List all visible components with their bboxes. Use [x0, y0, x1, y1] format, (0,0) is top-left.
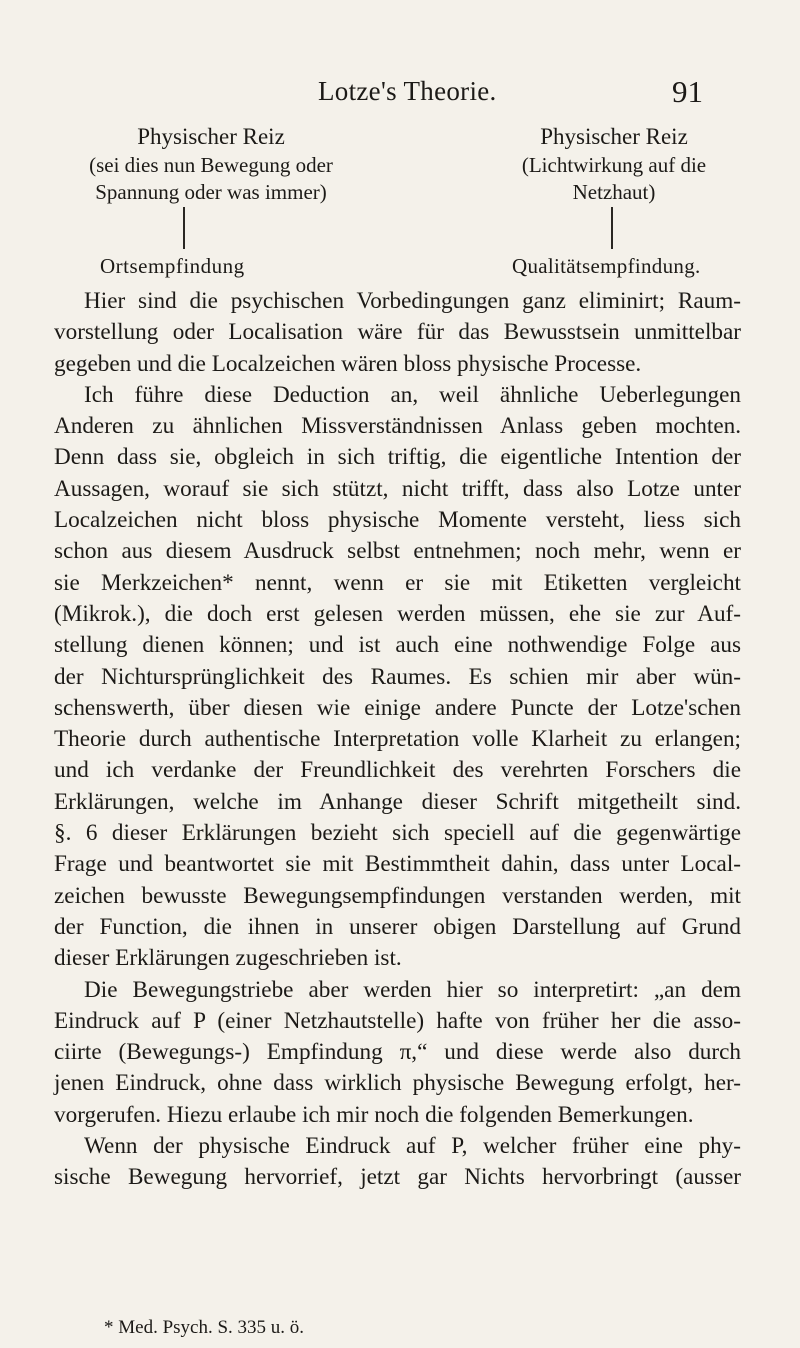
- running-title: Lotze's Theorie.: [318, 76, 497, 106]
- text-line: Anderen zu ähnlichen Missverständnissen Anlass geben mochten.: [54, 413, 741, 440]
- text-line: Wenn der physische Eindruck auf P, welcher früher eine phy-: [84, 1133, 741, 1160]
- text-line: Hier sind die psychischen Vorbedingungen ganz eliminirt; Raum-: [84, 288, 741, 314]
- left-result-label: Ortsempfindung: [100, 254, 245, 278]
- text-line: Erklärungen, welche im Anhange dieser Schrift mitgetheilt sind.: [54, 788, 741, 815]
- text-line: zeichen bewusste Bewegungsempfindungen verstanden werden, mit: [54, 882, 741, 909]
- right-result-label: Qualitätsempfindung.: [512, 254, 701, 278]
- text-line: jenen Eindruck, ohne dass wirklich physische Bewegung erfolgt, her-: [54, 1070, 741, 1097]
- text-line: Die Bewegungstriebe aber werden hier so interpretirt: „an dem: [84, 976, 741, 1003]
- text-line: schenswerth, über diesen wie einige andere Puncte der Lotze'schen: [54, 694, 741, 721]
- right-connector-line: [611, 207, 613, 249]
- text-line: (Mikrok.), die doch erst gelesen werden müssen, ehe sie zur Auf-: [54, 600, 741, 627]
- right-stimulus-note-line-1: (Lichtwirkung auf die: [521, 153, 707, 177]
- text-line: Eindruck auf P (einer Netzhautstelle) hafte von früher her die asso-: [54, 1007, 741, 1034]
- text-line: und ich verdanke der Freundlichkeit des verehrten Forschers die: [54, 757, 741, 784]
- text-line: Frage und beantwortet sie mit Bestimmtheit dahin, dass unter Local-: [54, 851, 741, 878]
- text-line: sie Merkzeichen* nennt, wenn er sie mit Etiketten vergleicht: [54, 569, 741, 596]
- text-line: Localzeichen nicht bloss physische Momente versteht, liess sich: [54, 507, 741, 534]
- right-stimulus-note-line-2: Netzhaut): [572, 180, 656, 204]
- right-stimulus-title: Physischer Reiz: [540, 124, 688, 149]
- text-line: Denn dass sie, obgleich in sich triftig, die eigentliche Intention der: [54, 444, 741, 471]
- text-line: gegeben und die Localzeichen wären bloss physische Processe.: [54, 350, 642, 377]
- text-line: Theorie durch authentische Interpretation volle Klarheit zu erlangen;: [54, 726, 741, 753]
- diagram-left-column: [56, 122, 366, 206]
- text-line: der Function, die ihnen in unserer obigen Darstellung auf Grund: [54, 913, 741, 940]
- body-text: [54, 286, 741, 1194]
- text-line: Ich führe diese Deduction an, weil ähnliche Ueberlegungen: [84, 381, 741, 408]
- text-line: §. 6 dieser Erklärungen bezieht sich speciell auf die gegenwärtige: [54, 820, 741, 847]
- text-line: schon aus diesem Ausdruck selbst entnehmen; noch mehr, wenn er: [54, 538, 741, 565]
- footnote: * Med. Psych. S. 335 u. ö.: [104, 1317, 305, 1338]
- left-stimulus-note-line-1: (sei dies nun Bewegung oder: [89, 153, 333, 177]
- text-line: vorgerufen. Hiezu erlaube ich mir noch die folgenden Bemerkungen.: [54, 1101, 694, 1128]
- text-line: vorstellung oder Localisation wäre für das Bewusstsein unmittelbar: [54, 319, 741, 346]
- left-stimulus-title: Physischer Reiz: [137, 124, 285, 149]
- page-number: 91: [672, 74, 703, 109]
- running-head: [0, 74, 800, 114]
- text-line: Aussagen, worauf sie sich stützt, nicht trifft, dass also Lotze unter: [54, 475, 741, 502]
- text-line: dieser Erklärungen zugeschrieben ist.: [54, 945, 402, 972]
- diagram-right-column: [464, 122, 764, 206]
- left-stimulus-note-line-2: Spannung oder was immer): [95, 180, 327, 204]
- left-connector-line: [183, 207, 185, 249]
- text-line: ciirte (Bewegungs-) Empfindung π,“ und diese werde also durch: [54, 1039, 741, 1066]
- text-line: sische Bewegung hervorrief, jetzt gar Nichts hervorbringt (ausser: [54, 1164, 741, 1191]
- text-line: stellung dienen können; und ist auch eine nothwendige Folge aus: [54, 632, 741, 659]
- text-line: der Nichtursprünglichkeit des Raumes. Es schien mir aber wün-: [54, 663, 741, 690]
